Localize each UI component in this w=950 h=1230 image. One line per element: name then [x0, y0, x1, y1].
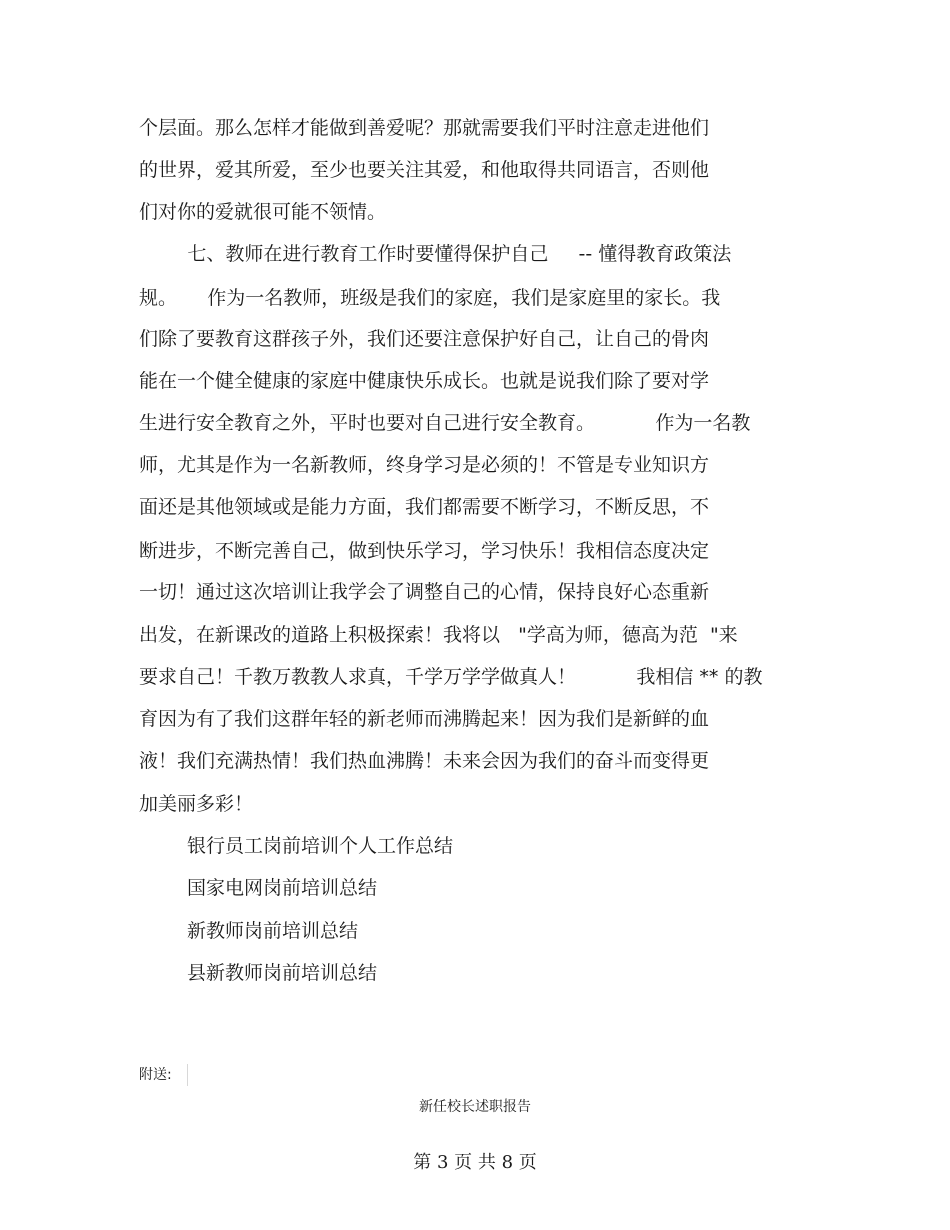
text-line: 加美丽多彩！ [139, 793, 254, 815]
text-line: 断进步，不断完善自己，做到快乐学习，学习快乐！我相信态度决定 [139, 540, 710, 562]
related-article-link[interactable]: 新教师岗前培训总结 [187, 920, 359, 942]
text-line: 们对你的爱就很可能不领情。 [139, 201, 387, 223]
text-line: 师，尤其是作为一名新教师，终身学习是必须的！不管是专业知识方 [139, 454, 710, 476]
text-line: 们除了要教育这群孩子外，我们还要注意保护好自己，让自己的骨肉 [139, 328, 710, 350]
text-line: 个层面。那么怎样才能做到善爱呢？那就需要我们平时注意走进他们 [139, 117, 710, 139]
page-footer: 第 3 页 共 8 页 [413, 1152, 537, 1173]
text-line: 育因为有了我们这群年轻的新老师而沸腾起来！因为我们是新鲜的血 [139, 708, 710, 730]
text-line: 能在一个健全健康的家庭中健康快乐成长。也就是说我们除了要对学 [139, 370, 710, 392]
text-line: 规。 作为一名教师，班级是我们的家庭，我们是家庭里的家长。我 [139, 287, 721, 309]
text-line: 面还是其他领域或是能力方面，我们都需要不断学习，不断反思，不 [139, 496, 710, 518]
text-line: 一切！通过这次培训让我学会了调整自己的心情，保持良好心态重新 [139, 581, 710, 603]
text-line: 出发，在新课改的道路上积极探索！我将以 "学高为师，德高为范 "来 [139, 624, 738, 646]
related-article-link[interactable]: 国家电网岗前培训总结 [187, 877, 378, 899]
text-line: 的世界，爱其所爱，至少也要关注其爱，和他取得共同语言，否则他 [139, 159, 710, 181]
text-line: 要求自己！千教万教教人求真，千学万学学做真人！ 我相信 ** 的教 [139, 666, 763, 688]
related-article-link[interactable]: 银行员工岗前培训个人工作总结 [187, 835, 454, 857]
text-line: 液！我们充满热情！我们热血沸腾！未来会因为我们的奋斗而变得更 [139, 750, 710, 772]
text-line: 七、教师在进行教育工作时要懂得保护自己 -- 懂得教育政策法 [139, 243, 732, 265]
annex-label: 附送: [139, 1067, 172, 1083]
annex-title: 新任校长述职报告 [419, 1099, 531, 1115]
annex-divider [187, 1064, 188, 1086]
text-line: 生进行安全教育之外，平时也要对自己进行安全教育。 作为一名教 [139, 412, 751, 434]
related-article-link[interactable]: 县新教师岗前培训总结 [187, 962, 378, 984]
